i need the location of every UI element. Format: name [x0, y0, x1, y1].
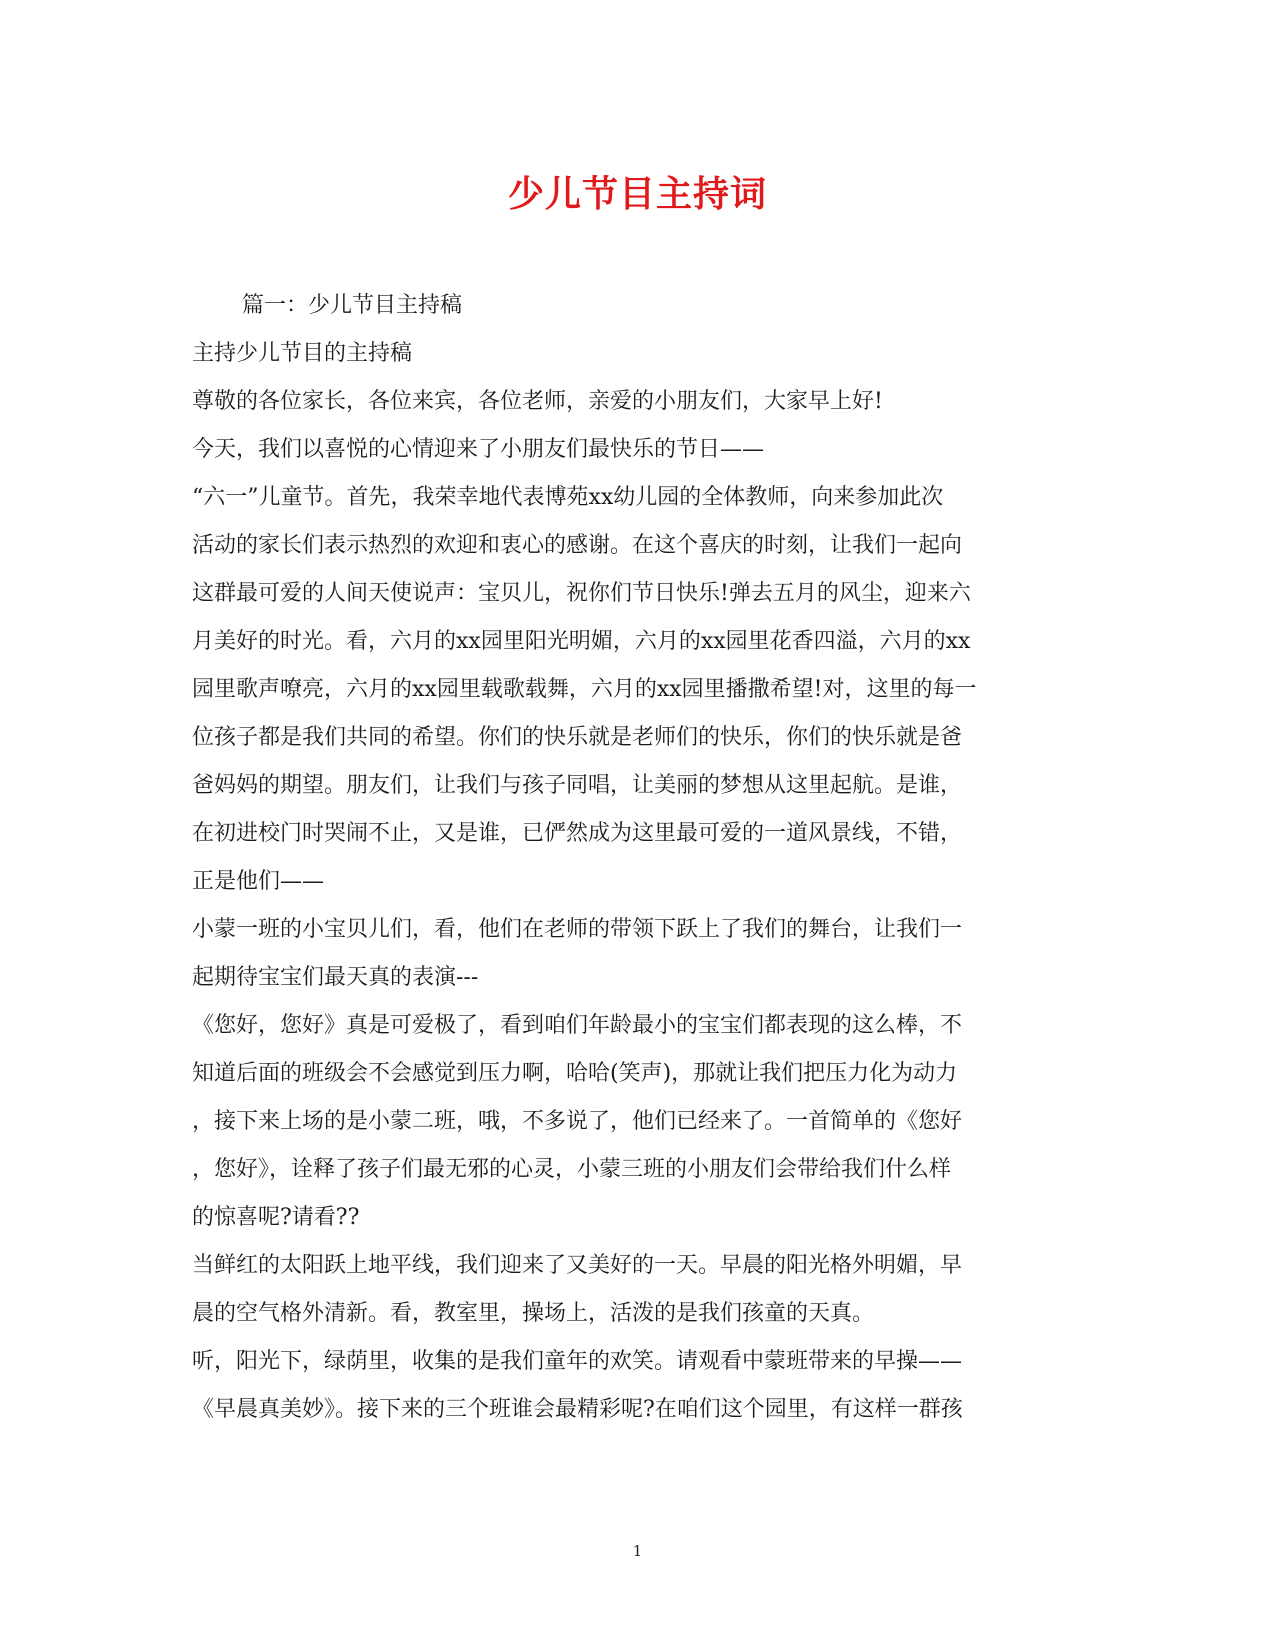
text-line: 爸妈妈的期望。朋友们，让我们与孩子同唱，让美丽的梦想从这里起航。是谁， [192, 773, 963, 798]
text-line: 听，阳光下，绿荫里，收集的是我们童年的欢笑。请观看中蒙班带来的早操—— [192, 1349, 963, 1374]
text-line: 主持少儿节目的主持稿 [192, 341, 413, 366]
text-line: 小蒙一班的小宝贝儿们，看，他们在老师的带领下跃上了我们的舞台，让我们一 [192, 917, 963, 942]
text-line: ，接下来上场的是小蒙二班，哦，不多说了，他们已经来了。一首简单的《您好 [192, 1109, 963, 1134]
text-line: 今天，我们以喜悦的心情迎来了小朋友们最快乐的节日—— [192, 437, 765, 462]
text-line: 尊敬的各位家长，各位来宾，各位老师，亲爱的小朋友们，大家早上好! [192, 389, 883, 414]
text-line: 《您好，您好》真是可爱极了，看到咱们年龄最小的宝宝们都表现的这么棒，不 [192, 1013, 963, 1038]
text-line: 知道后面的班级会不会感觉到压力啊，哈哈(笑声)，那就让我们把压力化为动力 [192, 1061, 958, 1086]
text-line: 位孩子都是我们共同的希望。你们的快乐就是老师们的快乐，你们的快乐就是爸 [192, 725, 963, 750]
text-line: 起期待宝宝们最天真的表演--- [192, 965, 479, 990]
text-line: 月美好的时光。看，六月的xx园里阳光明媚，六月的xx园里花香四溢，六月的xx [192, 629, 971, 654]
section-heading: 篇一：少儿节目主持稿 [242, 293, 463, 318]
text-line: 在初进校门时哭闹不止，又是谁，已俨然成为这里最可爱的一道风景线，不错， [192, 821, 963, 846]
text-line: 活动的家长们表示热烈的欢迎和衷心的感谢。在这个喜庆的时刻，让我们一起向 [192, 533, 963, 558]
document-body [192, 282, 1092, 1434]
document-title: 少儿节目主持词 [507, 173, 767, 215]
page-number: 1 [632, 1542, 643, 1560]
text-line: “六一”儿童节。首先，我荣幸地代表博苑xx幼儿园的全体教师，向来参加此次 [192, 485, 944, 510]
text-line: 《早晨真美妙》。接下来的三个班谁会最精彩呢?在咱们这个园里，有这样一群孩 [192, 1397, 963, 1422]
text-line: 晨的空气格外清新。看，教室里，操场上，活泼的是我们孩童的天真。 [192, 1301, 875, 1326]
text-line: 的惊喜呢?请看?? [192, 1205, 360, 1230]
text-line: 正是他们—— [192, 869, 325, 894]
text-line: 这群最可爱的人间天使说声：宝贝儿，祝你们节日快乐!弹去五月的风尘，迎来六 [192, 581, 971, 606]
text-line: 园里歌声嘹亮，六月的xx园里载歌载舞，六月的xx园里播撒希望!对，这里的每一 [192, 677, 977, 702]
text-line: 当鲜红的太阳跃上地平线，我们迎来了又美好的一天。早晨的阳光格外明媚，早 [192, 1253, 963, 1278]
text-line: ，您好》，诠释了孩子们最无邪的心灵，小蒙三班的小朋友们会带给我们什么样 [192, 1157, 952, 1182]
